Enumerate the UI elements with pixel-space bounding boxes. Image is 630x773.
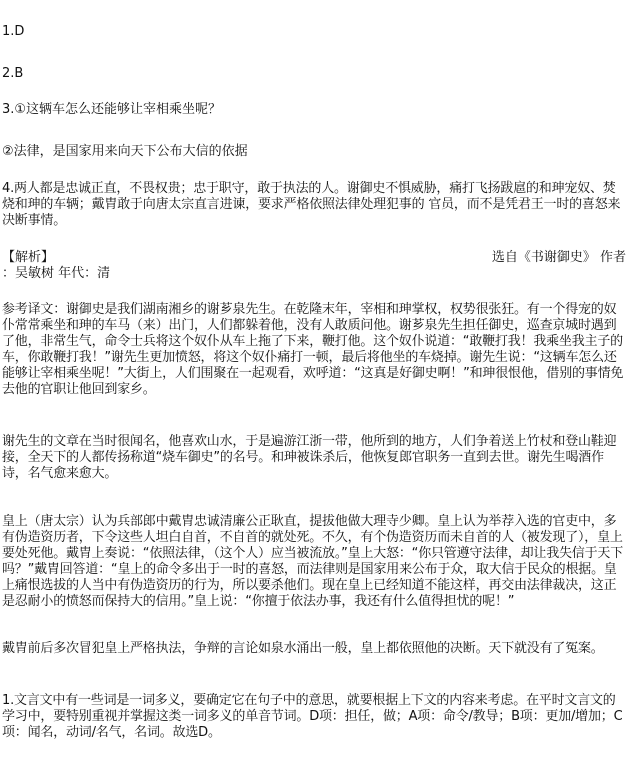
answer-3-part-2: ②法律，是国家用来向天下公布大信的依据: [2, 144, 248, 159]
answer-3-part-1: 3.①这辆车怎么还能够让宰相乘坐呢？: [2, 102, 222, 117]
answer-2: 2.B: [2, 66, 24, 81]
answer-1: 1.D: [2, 24, 25, 39]
translation-paragraph-1: 参考译文：谢御史是我们湖南湘乡的谢芗泉先生。在乾隆末年，宰相和珅掌权，权势很张狂。有一个得宠的奴仆常常乘坐和珅的车马（来）出门，人们都躲着他，没有人敢质问他。谢芗泉先生担任御史，巡查京城时遇到了他，非常生气，命令士兵将这个奴仆从车上拖了下来，鞭打他。这个奴仆说道：“敢鞭打我！我乘坐我主子的车，你敢鞭打我！”谢先生更加愤怒，将这个奴仆痛打一顿，最后将他坐的车烧掉。谢先生说：“这辆车怎么还能够让宰相乘坐呢！”大街上，人们围聚在一起观看，欢呼道：“这真是好御史啊！”和珅很恨他，借别的事情免去他的官职让他回到家乡。: [2, 302, 624, 397]
explanation-paragraph-1: 1.文言文中有一些词是一词多义，要确定它在句子中的意思，就要根据上下文的内容来考虑。在平时文言文的学习中，要特别重视并掌握这类一词多义的单音节词。D项：担任，做；A项：命令/教导；B项：更加/增加；C项：闻名，动词/名气，名词。故选D。: [2, 693, 623, 740]
answer-4: 4.两人都是忠诚正直，不畏权贵；忠于职守，敢于执法的人。谢御史不惧威胁，痛打飞扬跋扈的和珅宠奴、焚烧和珅的车辆；戴胄敢于向唐太宗直言进谏，要求严格依照法律处理犯事的 官员，而不是凭君王一时的喜怒来决断事情。: [2, 181, 621, 228]
analysis-label: 【解析】: [2, 250, 55, 265]
translation-paragraph-2: 谢先生的文章在当时很闻名，他喜欢山水，于是遍游江浙一带，他所到的地方，人们争着送上竹杖和登山鞋迎接，全天下的人都传扬称道“烧车御史”的名号。和珅被诛杀后，他恢复郎官职务一直到去世。谢先生喝酒作诗，名气愈来愈大。: [2, 434, 617, 481]
translation-paragraph-4: 戴胄前后多次冒犯皇上严格执法，争辩的言论如泉水涌出一般，皇上都依照他的决断。天下就没有了冤案。: [2, 641, 604, 656]
analysis-source-line2: ：吴敏树 年代：清: [2, 266, 111, 281]
translation-paragraph-3: 皇上（唐太宗）认为兵部郎中戴胄忠诚清廉公正耿直，提拔他做大理寺少卿。皇上认为举荐入选的官吏中，多有伪造资历者，下令这些人坦白自首，不自首的就处死。不久，有个伪造资历而未自首的人（被发现了），皇上要处死他。戴胄上奏说：“依照法律，（这个人）应当被流放。”皇上大怒：“你只管遵守法律，却让我失信于天下吗？”戴胄回答道：“皇上的命令多出于一时的喜怒，而法律则是国家用来公布于众，取大信于民众的根据。皇上痛恨选拔的人当中有伪造资历的行为，所以要杀他们。现在皇上已经知道不能这样，再交由法律裁决，这正是忍耐小的愤怒而保持大的信用。”皇上说：“你擅于依法办事，我还有什么值得担忧的呢！”: [2, 514, 624, 609]
analysis-header: [2, 250, 626, 266]
analysis-source: 选自《书谢御史》 作者: [491, 250, 626, 265]
